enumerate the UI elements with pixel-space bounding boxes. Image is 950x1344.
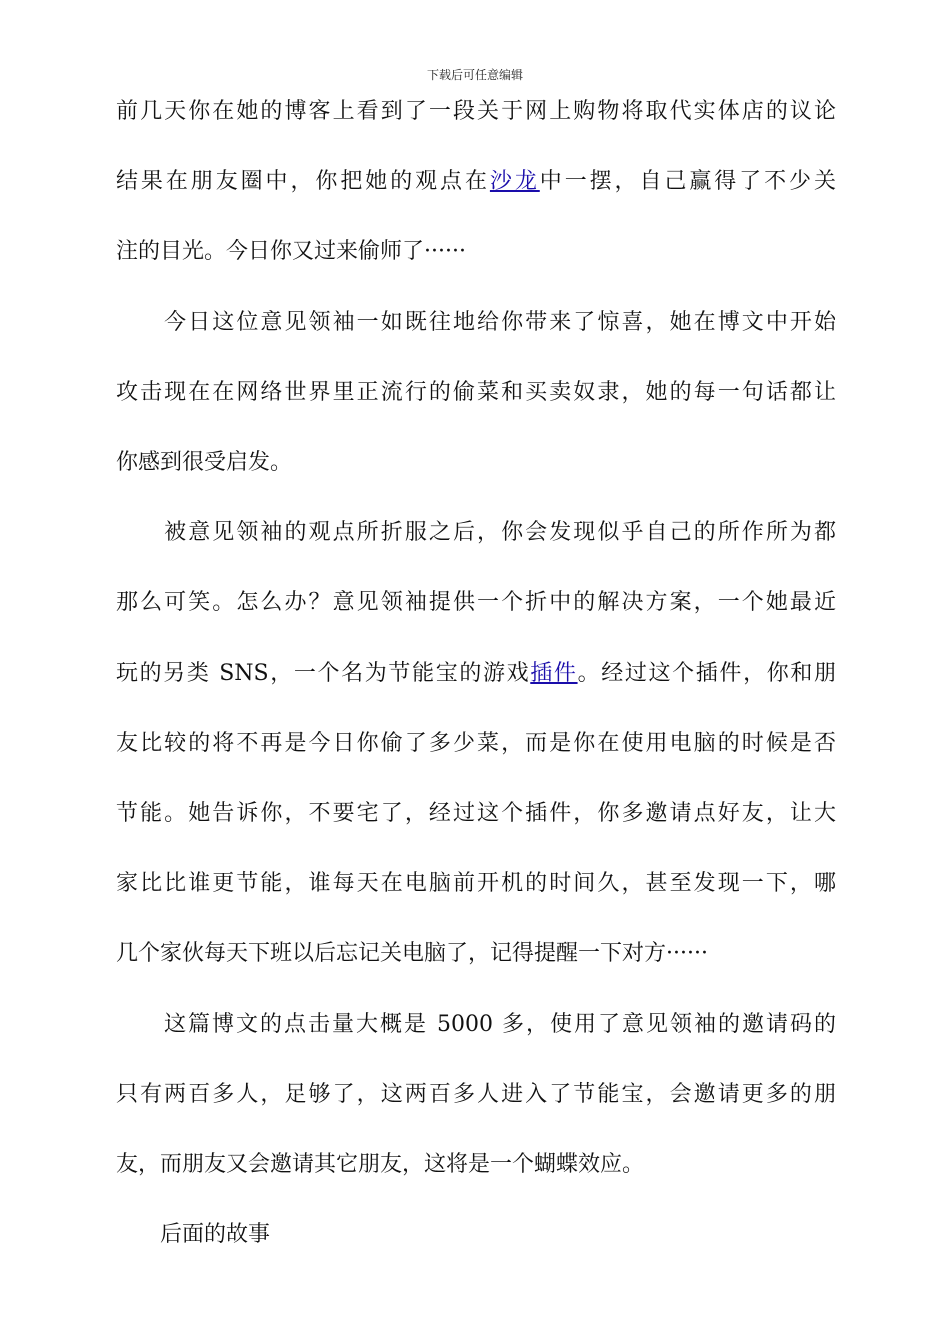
text-segment: 几个家伙每天下班以后忘记关电脑了，记得提醒一下对方······	[116, 941, 708, 967]
text-segment: 。经过这个插件，你和朋	[577, 660, 836, 686]
text-line	[116, 517, 836, 549]
text-segment: 你感到很受启发。	[116, 450, 293, 475]
text-segment: 结果在朋友圈中，你把她的观点在	[116, 169, 490, 195]
text-line	[116, 938, 836, 970]
text-line	[116, 1079, 836, 1111]
text-segment: 节能。她告诉你，不要宅了，经过这个插件，你多邀请点好友，让大	[116, 801, 836, 826]
page-header: 下载后可任意编辑	[426, 68, 523, 82]
hyperlink[interactable]: 插件	[530, 660, 578, 686]
text-segment: 友比较的将不再是今日你偷了多少菜，而是你在使用电脑的时候是否	[116, 730, 836, 756]
text-line	[116, 798, 836, 830]
text-line	[116, 868, 836, 900]
text-line	[116, 236, 836, 268]
text-line	[116, 307, 836, 339]
text-line	[116, 1219, 836, 1251]
text-segment: 友，而朋友又会邀请其它朋友，这将是一个蝴蝶效应。	[116, 1152, 645, 1177]
text-segment: 后面的故事	[116, 1222, 271, 1248]
text-segment: 中一摆，自己赢得了不少关	[539, 169, 836, 195]
text-segment: 那么可笑。怎么办？意见领袖提供一个折中的解决方案，一个她最近	[116, 590, 836, 616]
text-segment: 家比比谁更节能，谁每天在电脑前开机的时间久，甚至发现一下，哪	[116, 871, 836, 897]
text-line	[116, 377, 836, 409]
text-line	[116, 587, 836, 619]
text-line	[116, 166, 836, 198]
text-segment: 前几天你在她的博客上看到了一段关于网上购物将取代实体店的议论	[116, 99, 836, 124]
hyperlink[interactable]: 沙龙	[489, 169, 540, 195]
text-segment: 这篇博文的点击量大概是 5000 多，使用了意见领袖的邀请码的	[116, 1011, 836, 1037]
text-segment: 只有两百多人，足够了，这两百多人进入了节能宝，会邀请更多的朋	[116, 1081, 836, 1107]
text-line	[116, 728, 836, 760]
text-line	[116, 96, 836, 128]
text-segment: 注的目光。今日你又过来偷师了······	[116, 239, 466, 265]
text-segment: 攻击现在在网络世界里正流行的偷菜和买卖奴隶，她的每一句话都让	[116, 379, 836, 405]
text-line	[116, 1009, 836, 1041]
text-segment: 玩的另类 SNS，一个名为节能宝的游戏	[116, 660, 531, 686]
text-line	[116, 447, 836, 479]
text-line	[116, 658, 836, 690]
text-segment: 被意见领袖的观点所折服之后，你会发现似乎自己的所作所为都	[116, 520, 836, 546]
text-segment: 今日这位意见领袖一如既往地给你带来了惊喜，她在博文中开始	[116, 309, 836, 335]
text-line	[116, 1149, 836, 1181]
